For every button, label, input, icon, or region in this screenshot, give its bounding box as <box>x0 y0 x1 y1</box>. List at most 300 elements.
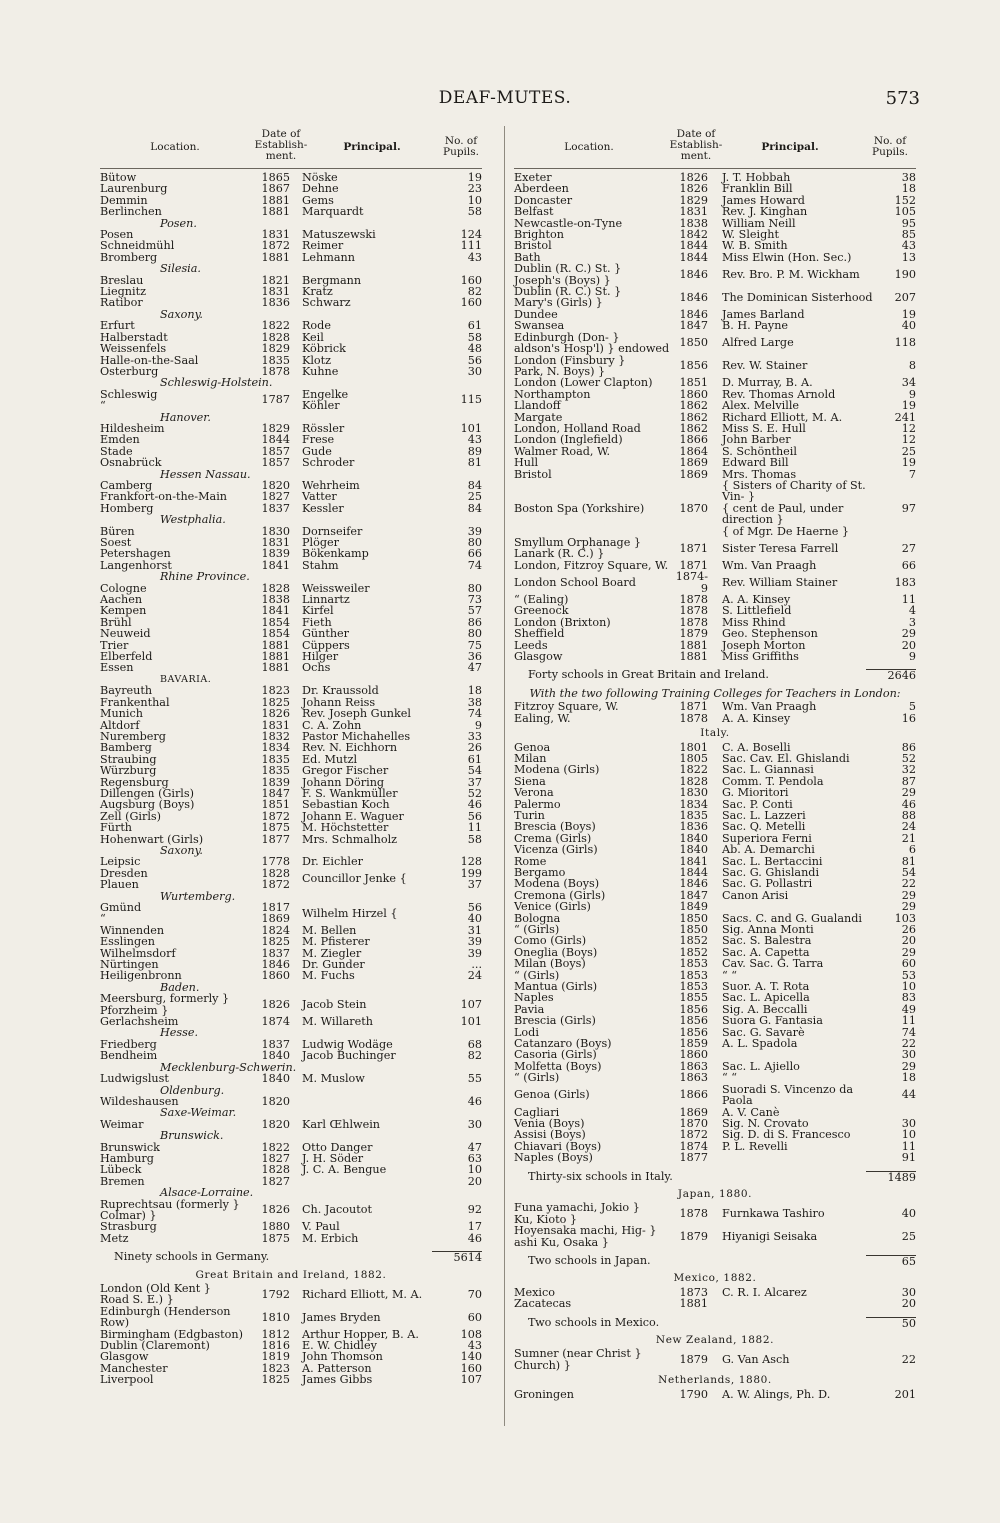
cell-pupils: 160 <box>460 273 482 287</box>
cell-date: 1853 <box>679 980 708 994</box>
left-column-header <box>100 126 482 169</box>
cell-date: 1872 <box>679 1128 708 1142</box>
table-row <box>100 389 482 412</box>
cell-principal: Sac. A. Capetta <box>722 945 810 959</box>
table-row <box>100 434 482 445</box>
cell-pupils: 30 <box>901 1285 916 1299</box>
cell-pupils: 38 <box>901 171 916 184</box>
table-row <box>514 389 916 400</box>
cell-date: 1881 <box>261 638 290 652</box>
cell-location: Genoa <box>514 740 551 754</box>
cell-date: 1831 <box>261 536 290 549</box>
cell-principal: Ab. A. Demarchi <box>722 843 815 857</box>
table-row <box>514 286 916 309</box>
table-row <box>100 1340 482 1351</box>
table-row <box>514 901 916 912</box>
cell-pupils: 56 <box>467 353 482 367</box>
table-row <box>100 822 482 833</box>
right-column-header <box>514 126 916 169</box>
table-row <box>100 1221 482 1232</box>
cell-pupils: 107 <box>460 997 482 1011</box>
left-column <box>100 126 482 1386</box>
cell-date: 1875 <box>261 821 290 835</box>
cell-location: Siena <box>514 774 546 788</box>
cell-pupils: 57 <box>467 604 482 618</box>
total-value: 2646 <box>866 669 916 681</box>
table-row <box>100 275 482 286</box>
cell-date: 1852 <box>679 934 708 948</box>
cell-pupils: 38 <box>467 695 482 709</box>
cell-pupils: 19 <box>901 399 916 413</box>
page-number: 573 <box>885 88 920 109</box>
table-row <box>514 1389 916 1400</box>
cell-principal: W. B. Smith <box>722 239 788 253</box>
cell-date: 1838 <box>261 593 290 607</box>
cell-date: 1869 <box>679 1105 708 1119</box>
cell-pupils: 49 <box>901 1002 916 1016</box>
cell-location: Nuremberg <box>100 729 166 743</box>
cell-principal: Sac. G. Ghislandi <box>722 865 820 879</box>
cell-location: Bergamo <box>514 865 566 879</box>
cell-date: 1867 <box>261 182 290 196</box>
cell-principal: Dr. Eichler <box>302 855 363 869</box>
cell-date: 1841 <box>261 604 290 618</box>
cell-location: Ruprechtsau (formerly } Colmar) } <box>100 1197 240 1222</box>
cell-location: Belfast <box>514 205 554 219</box>
cell-date: 1846 <box>679 290 708 304</box>
cell-location: Breslau <box>100 273 144 287</box>
cell-date: 1856 <box>679 1002 708 1016</box>
table-row <box>100 240 482 251</box>
region-heading: BAVARIA. <box>160 673 212 685</box>
cell-date: 1860 <box>261 969 290 983</box>
header-principal: Principal. <box>761 141 819 153</box>
cell-principal: Ludwig Wodäge <box>302 1037 393 1051</box>
cell-pupils: 20 <box>901 934 916 948</box>
cell-principal: James Gibbs <box>302 1373 373 1387</box>
cell-principal: Miss Griffiths <box>722 650 799 664</box>
table-row <box>100 1050 482 1061</box>
cell-pupils: 26 <box>901 923 916 936</box>
cell-principal: Kirfel <box>302 604 334 618</box>
table-row <box>100 320 482 331</box>
cell-location: Aberdeen <box>514 182 569 196</box>
cell-pupils: 23 <box>467 182 482 196</box>
cell-location: Brühl <box>100 615 132 629</box>
cell-location: Essen <box>100 661 134 675</box>
cell-date: 1836 <box>261 296 290 310</box>
cell-principal: Pastor Michahelles <box>302 729 411 743</box>
header-date: Date of Establish- ment. <box>254 128 308 162</box>
table-row <box>100 936 482 947</box>
cell-location: Cagliari <box>514 1105 560 1119</box>
cell-date: 1860 <box>679 387 708 401</box>
cell-principal: C. A. Boselli <box>722 740 791 754</box>
cell-principal: Plöger <box>302 536 339 549</box>
cell-principal: “ “ <box>722 968 737 982</box>
cell-location: Hamburg <box>100 1151 154 1165</box>
cell-pupils: 111 <box>460 239 482 253</box>
cell-location: Wildeshausen <box>100 1094 179 1108</box>
cell-location: London, Holland Road <box>514 421 641 435</box>
cell-principal: James Bryden <box>302 1310 381 1324</box>
cell-date: 1823 <box>261 684 290 698</box>
cell-date: 1846 <box>679 267 708 281</box>
cell-pupils: 10 <box>467 1163 482 1177</box>
note-line: With the two following Training Colleges for Teachers in London: <box>529 686 901 700</box>
cell-location: Bendheim <box>100 1049 158 1063</box>
cell-location: Bamberg <box>100 741 152 755</box>
table-row <box>100 1374 482 1385</box>
cell-location: Petershagen <box>100 547 171 561</box>
cell-principal: A. L. Spadola <box>722 1037 798 1051</box>
header-date: Date of Establish- ment. <box>669 128 723 162</box>
cell-date: 1835 <box>261 353 290 367</box>
table-row <box>100 925 482 936</box>
cell-location: Brighton <box>514 228 564 242</box>
cell-date: 1850 <box>679 336 708 350</box>
cell-date: 1822 <box>261 1140 290 1154</box>
cell-pupils: 39 <box>467 524 482 538</box>
cell-date: 1853 <box>679 968 708 982</box>
cell-date: 1831 <box>261 285 290 299</box>
cell-principal: Sig. D. di S. Francesco <box>722 1128 851 1142</box>
cell-pupils: 16 <box>901 711 916 725</box>
cell-location: Bayreuth <box>100 684 153 698</box>
cell-principal: Richard Elliott, M. A. <box>722 410 843 424</box>
cell-date: 1844 <box>679 865 708 879</box>
cell-date: 1826 <box>261 707 290 721</box>
cell-pupils: ... <box>471 958 482 972</box>
table-row <box>514 913 916 924</box>
cell-location: Gmünd “ <box>100 901 142 926</box>
table-row <box>514 172 916 183</box>
cell-date: 1881 <box>261 193 290 207</box>
cell-date: 1827 <box>261 490 290 504</box>
cell-location: Birmingham (Edgbaston) <box>100 1327 243 1341</box>
table-row <box>100 1283 482 1306</box>
cell-pupils: 36 <box>467 650 482 664</box>
cell-date: 1827 <box>261 1174 290 1188</box>
cell-date: 1864 <box>679 444 708 458</box>
cell-location: Newcastle-on-Tyne <box>514 216 623 230</box>
right-column <box>514 126 916 1400</box>
cell-date: 1866 <box>679 1088 708 1102</box>
table-row <box>100 993 482 1016</box>
cell-pupils: 61 <box>467 319 482 333</box>
cell-principal: M. Willareth <box>302 1015 373 1029</box>
table-row <box>100 697 482 708</box>
cell-location: Glasgow <box>100 1350 149 1364</box>
region-heading: Westphalia. <box>160 513 226 527</box>
cell-location: Schneidmühl <box>100 239 175 253</box>
cell-location: Crema (Girls) <box>514 831 592 845</box>
cell-principal: Geo. Stephenson <box>722 627 818 641</box>
cell-principal: Fieth <box>302 615 332 629</box>
cell-principal: Sig. A. Beccalli <box>722 1002 808 1016</box>
cell-pupils: 39 <box>467 935 482 949</box>
cell-date: 1836 <box>679 820 708 834</box>
cell-principal: Nöske <box>302 171 338 184</box>
cell-pupils: 86 <box>467 615 482 629</box>
cell-principal: F. S. Wankmüller <box>302 786 398 800</box>
cell-location: Meersburg, formerly } Pforzheim } <box>100 992 230 1017</box>
cell-principal: Comm. T. Pendola <box>722 774 824 788</box>
cell-principal: John Barber <box>722 433 791 447</box>
cell-principal: C. A. Zohn <box>302 718 362 732</box>
cell-pupils: 26 <box>467 741 482 755</box>
table-row <box>514 446 916 457</box>
cell-principal: Mrs. Schmalholz <box>302 832 398 846</box>
table-row <box>100 206 482 217</box>
total-row <box>514 669 916 681</box>
cell-principal: Lehmann <box>302 250 355 264</box>
cell-location: Zell (Girls) <box>100 809 162 823</box>
cell-pupils: 22 <box>901 877 916 891</box>
cell-location: Erfurt <box>100 319 135 333</box>
cell-pupils: 46 <box>467 798 482 812</box>
total-label: Forty schools in Great Britain and Ireland. <box>528 668 769 682</box>
total-row <box>514 1171 916 1183</box>
page-header <box>90 88 920 112</box>
total-label: Two schools in Mexico. <box>528 1315 660 1329</box>
cell-pupils: 118 <box>894 336 916 350</box>
cell-principal: Superiora Ferni <box>722 831 812 845</box>
table-row <box>514 355 916 378</box>
cell-date: 1871 <box>679 558 708 572</box>
header-pupils: No. of Pupils. <box>872 135 908 158</box>
cell-pupils: 20 <box>467 1174 482 1188</box>
cell-pupils: 4 <box>908 604 916 618</box>
cell-pupils: 19 <box>901 456 916 470</box>
cell-pupils: 74 <box>467 707 482 721</box>
cell-location: Naples (Boys) <box>514 1151 593 1165</box>
cell-date: 1812 <box>261 1327 290 1341</box>
cell-location: Elberfeld <box>100 650 153 664</box>
cell-pupils: 33 <box>467 729 482 743</box>
cell-date: 1792 <box>261 1287 290 1301</box>
cell-location: Laurenburg <box>100 182 168 196</box>
cell-location: Weissenfels <box>100 342 167 356</box>
cell-date: 1862 <box>679 399 708 413</box>
cell-pupils: 32 <box>901 763 916 777</box>
table-row <box>100 1073 482 1084</box>
header-location: Location. <box>150 141 200 153</box>
cell-principal: William Neill <box>722 216 796 230</box>
table-row <box>100 640 482 651</box>
table-row <box>100 605 482 616</box>
cell-pupils: 19 <box>901 307 916 321</box>
cell-principal: Alfred Large <box>722 336 794 350</box>
cell-principal: The Dominican Sisterhood <box>722 290 873 304</box>
cell-pupils: 27 <box>901 541 916 555</box>
cell-location: Milan (Boys) <box>514 957 586 971</box>
cell-date: 1881 <box>679 650 708 664</box>
table-row <box>100 1016 482 1027</box>
region-heading: Hanover. <box>160 410 211 424</box>
cell-location: Catanzaro (Boys) <box>514 1037 612 1051</box>
cell-location: Gerlachsheim <box>100 1015 179 1029</box>
cell-principal: Suora G. Fantasia <box>722 1014 823 1028</box>
cell-location: Winnenden <box>100 923 165 937</box>
cell-principal: Sac. L. Giannasi <box>722 763 814 777</box>
cell-location: Metz <box>100 1231 129 1245</box>
table-row <box>514 1298 916 1309</box>
cell-location: Hull <box>514 456 539 470</box>
cell-pupils: 29 <box>901 900 916 914</box>
table-row <box>514 1152 916 1163</box>
cell-principal: Gude <box>302 444 332 458</box>
cell-pupils: 80 <box>467 581 482 595</box>
cell-pupils: 47 <box>467 661 482 675</box>
cell-location: Langenhorst <box>100 558 172 572</box>
cell-pupils: 25 <box>901 444 916 458</box>
cell-pupils: 68 <box>467 1037 482 1051</box>
cell-location: Fürth <box>100 821 133 835</box>
table-row <box>514 844 916 855</box>
cell-pupils: 11 <box>901 1014 916 1028</box>
cell-pupils: 201 <box>894 1387 916 1401</box>
cell-date: 1841 <box>679 854 708 868</box>
table-row <box>100 868 482 891</box>
total-value: 65 <box>866 1255 916 1267</box>
cell-principal: C. R. I. Alcarez <box>722 1285 807 1299</box>
cell-principal: { Sisters of Charity of St. Vin- } { cent de Paul, under direction } { of Mgr. De Haerne } <box>722 478 866 538</box>
table-row <box>100 457 482 468</box>
cell-location: Dublin (R. C.) St. } Joseph's (Boys) } <box>514 262 622 287</box>
cell-pupils: 75 <box>467 638 482 652</box>
cell-location: Ludwigslust <box>100 1072 169 1086</box>
cell-principal: Sac. L. Apicella <box>722 991 810 1005</box>
cell-principal: E. W. Chidley <box>302 1339 377 1353</box>
table-row <box>100 811 482 822</box>
cell-date: 1832 <box>261 729 290 743</box>
cell-principal: Sebastian Koch <box>302 798 390 812</box>
cell-principal: Otto Danger <box>302 1140 373 1154</box>
cell-location: Modena (Boys) <box>514 877 600 891</box>
cell-pupils: 30 <box>467 364 482 378</box>
cell-date: 1877 <box>679 1151 708 1165</box>
cell-date: 1831 <box>261 718 290 732</box>
cell-pupils: 18 <box>467 684 482 698</box>
total-label: Two schools in Japan. <box>528 1253 651 1267</box>
table-row <box>100 765 482 776</box>
cell-pupils: 47 <box>467 1140 482 1154</box>
cell-pupils: 58 <box>467 205 482 219</box>
cell-principal: Ochs <box>302 661 331 675</box>
cell-principal: Matuszewski <box>302 228 376 242</box>
cell-location: Homberg <box>100 501 154 515</box>
cell-date: 1831 <box>679 205 708 219</box>
cell-pupils: 105 <box>894 205 916 219</box>
cell-pupils: 95 <box>901 216 916 230</box>
cell-date: 1870 <box>679 1116 708 1130</box>
table-row <box>514 195 916 206</box>
cell-pupils: 5 <box>908 700 916 714</box>
cell-principal: Kessler <box>302 501 344 515</box>
cell-date: 1874 <box>679 1139 708 1153</box>
cell-principal: Klotz <box>302 353 332 367</box>
header-location: Location. <box>564 141 614 153</box>
cell-location: Greenock <box>514 604 569 618</box>
cell-location: “ (Girls) <box>514 923 560 936</box>
table-row <box>514 1129 916 1140</box>
cell-principal: Rössler <box>302 421 345 435</box>
cell-pupils: 46 <box>467 1231 482 1245</box>
cell-date: 1854 <box>261 615 290 629</box>
cell-principal: Bökenkamp <box>302 547 369 561</box>
cell-location: Neuweid <box>100 627 151 641</box>
cell-pupils: 107 <box>460 1373 482 1387</box>
cell-location: Edinburgh (Henderson Row) <box>100 1304 231 1330</box>
cell-principal: Miss S. E. Hull <box>722 421 806 435</box>
cell-pupils: 87 <box>901 774 916 788</box>
table-row <box>100 560 482 571</box>
table-row <box>100 423 482 434</box>
table-row <box>100 183 482 194</box>
cell-principal: Suoradi S. Vincenzo da Paola <box>722 1082 854 1108</box>
cell-date: 1872 <box>261 809 290 823</box>
cell-principal: G. Van Asch <box>722 1353 790 1367</box>
table-row <box>514 1084 916 1107</box>
cell-principal: Sig. Anna Monti <box>722 923 814 936</box>
total-value: 50 <box>866 1317 916 1329</box>
cell-pupils: 124 <box>460 228 482 242</box>
cell-date: 1817 1869 <box>261 901 290 926</box>
table-row <box>514 713 916 724</box>
cell-location: Altdorf <box>100 718 140 732</box>
table-row <box>100 1142 482 1153</box>
cell-date: 1837 <box>261 1037 290 1051</box>
cell-location: Cremona (Girls) <box>514 888 606 902</box>
cell-location: Venice (Girls) <box>514 900 591 914</box>
cell-principal: Edward Bill <box>722 456 789 470</box>
cell-principal: Alex. Melville <box>722 399 800 413</box>
cell-pupils: 40 <box>901 319 916 333</box>
table-row <box>100 685 482 696</box>
cell-date: 1856 <box>679 1025 708 1039</box>
cell-location: Frankenthal <box>100 695 170 709</box>
region-heading: Schleswig-Holstein. <box>160 376 273 390</box>
cell-pupils: 46 <box>901 797 916 811</box>
cell-date: 1875 <box>261 1231 290 1245</box>
cell-date: 1801 <box>679 740 708 754</box>
cell-pupils: 103 <box>894 911 916 925</box>
cell-pupils: 89 <box>467 444 482 458</box>
cell-location: Naples <box>514 991 554 1005</box>
cell-date: 1828 <box>261 1163 290 1177</box>
cell-location: Bromberg <box>100 250 158 264</box>
cell-location: Liegnitz <box>100 285 146 299</box>
cell-location: Brunswick <box>100 1140 160 1154</box>
cell-location: Funa yamachi, Jokio } Ku, Kioto } <box>514 1201 640 1226</box>
cell-location: Glasgow <box>514 650 563 664</box>
cell-pupils: 108 <box>460 1327 482 1341</box>
cell-principal: Suor. A. T. Rota <box>722 980 810 994</box>
region-heading: Posen. <box>160 216 197 230</box>
total-value: 1489 <box>866 1171 916 1183</box>
cell-pupils: 30 <box>901 1116 916 1130</box>
cell-location: Lodi <box>514 1025 539 1039</box>
cell-date: 1821 <box>261 273 290 287</box>
cell-date: 1870 <box>679 501 708 515</box>
region-heading: Hesse. <box>160 1026 199 1040</box>
cell-principal: Sac. Q. Metelli <box>722 820 806 834</box>
cell-principal: Jacob Buchinger <box>302 1049 396 1063</box>
cell-location: Bologna <box>514 911 561 925</box>
cell-location: Ealing, W. <box>514 711 571 725</box>
cell-pupils: 9 <box>474 718 482 732</box>
